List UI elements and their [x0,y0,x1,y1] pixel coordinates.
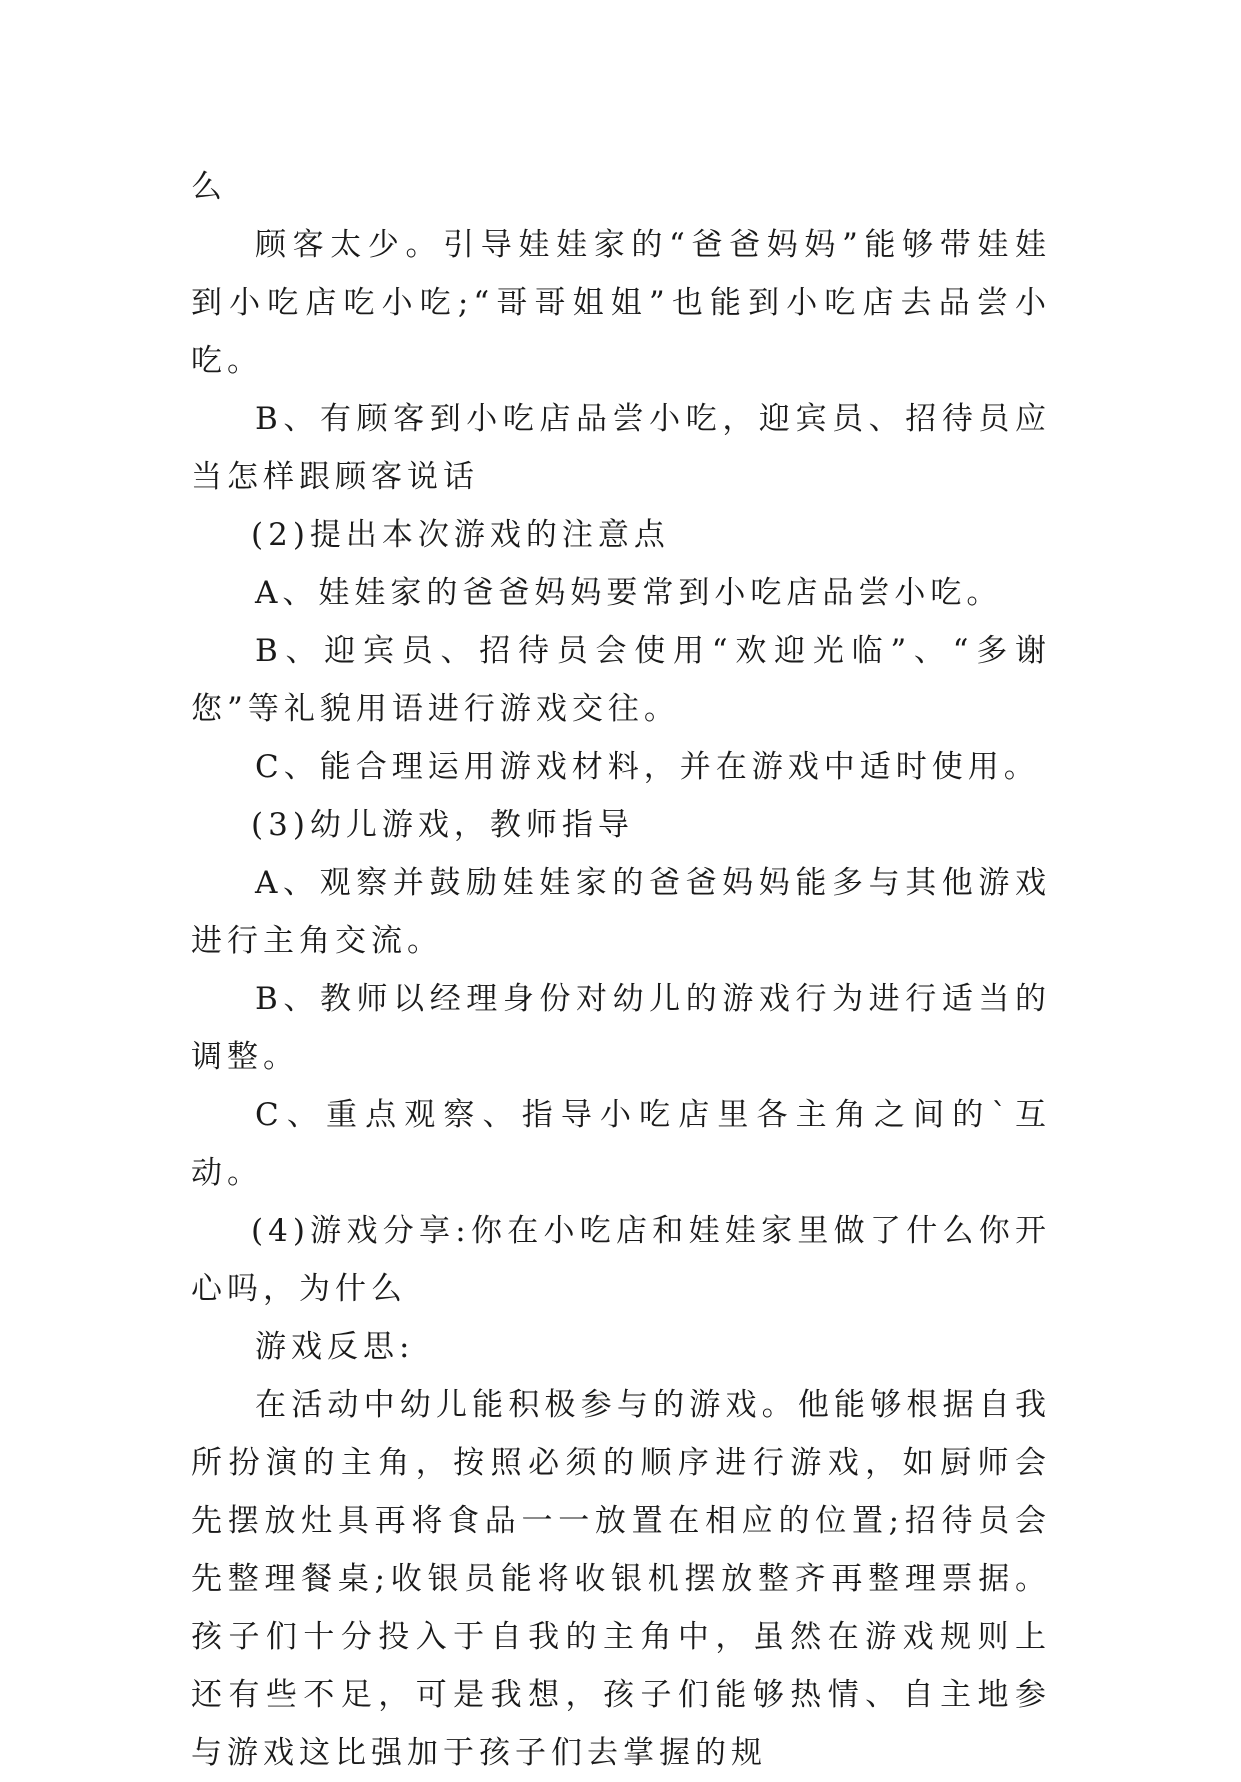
paragraph: (2)提出本次游戏的注意点 [251,517,670,553]
paragraph: B、教师以经理身份对幼儿的游戏行为进行适当的调整。 [191,981,1051,1075]
document-body [191,158,1051,1782]
section-heading: 游戏反思: [255,1329,415,1365]
paragraph: 顾客太少。引导娃娃家的“爸爸妈妈”能够带娃娃到小吃店吃小吃;“哥哥姐姐”也能到小吃店去品尝小吃。 [191,227,1051,379]
paragraph: B、有顾客到小吃店品尝小吃，迎宾员、招待员应当怎样跟顾客说话 [191,401,1051,495]
paragraph: 在活动中幼儿能积极参与的游戏。他能够根据自我所扮演的主角，按照必须的顺序进行游戏，如厨师会先摆放灶具再将食品一一放置在相应的位置;招待员会先整理餐桌;收银员能将收银机摆放整齐再整理票据。孩子们十分投入于自我的主角中，虽然在游戏规则上还有些不足，可是我想，孩子们能够热情、自主地参与游戏这比强加于孩子们去掌握的规 [191,1387,1051,1771]
paragraph: 么 [191,169,227,205]
paragraph: (4)游戏分享:你在小吃店和娃娃家里做了什么你开心吗，为什么 [191,1213,1051,1307]
paragraph: A、娃娃家的爸爸妈妈要常到小吃店品尝小吃。 [255,575,1003,611]
paragraph: C、重点观察、指导小吃店里各主角之间的`互动。 [191,1097,1051,1191]
paragraph: B、迎宾员、招待员会使用“欢迎光临”、“多谢您”等礼貌用语进行游戏交往。 [191,633,1051,727]
paragraph: C、能合理运用游戏材料，并在游戏中适时使用。 [255,749,1040,785]
paragraph: (3)幼儿游戏，教师指导 [251,807,634,843]
paragraph: A、观察并鼓励娃娃家的爸爸妈妈能多与其他游戏进行主角交流。 [191,865,1051,959]
